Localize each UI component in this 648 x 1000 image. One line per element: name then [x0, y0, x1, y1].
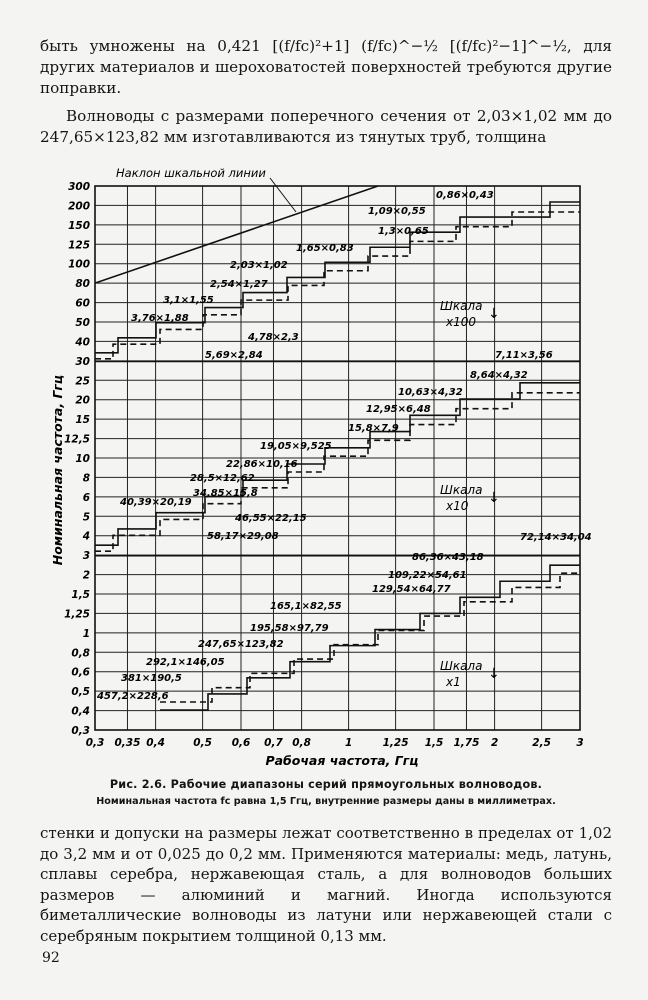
top-text-suffix: , для других материалов и шероховатостей поверхностей требуются другие поправки.	[40, 37, 612, 97]
waveguide-labels	[96, 190, 592, 702]
scale-name-label: Шкала	[440, 659, 483, 673]
y-tick-label: 200	[68, 200, 90, 213]
waveguide-size-label: 129,54×64,77	[372, 584, 451, 595]
y-tick-label: 15	[75, 414, 90, 427]
x-tick-label: 0,3	[85, 737, 105, 749]
waveguide-size-label: 2,03×1,02	[230, 260, 288, 271]
waveguide-size-label: 1,09×0,55	[368, 206, 426, 217]
waveguide-size-label: 1,65×0,83	[296, 243, 354, 254]
y-tick-label: 25	[75, 375, 90, 388]
x-tick-label: 2	[490, 737, 499, 749]
x-tick-label: 3	[576, 737, 584, 749]
y-tick-label: 2	[82, 569, 90, 582]
waveguide-size-label: 381×190,5	[121, 673, 182, 684]
chart-steps	[95, 202, 580, 710]
waveguide-size-label: 2,54×1,27	[210, 279, 268, 290]
x-tick-label: 1	[344, 737, 353, 749]
y-tick-label: 4	[82, 530, 90, 543]
waveguide-size-label: 292,1×146,05	[146, 657, 225, 668]
waveguide-size-label: 28,5×12,62	[190, 473, 255, 484]
waveguide-size-label: 247,65×123,82	[198, 639, 284, 650]
waveguide-size-label: 8,64×4,32	[470, 370, 528, 381]
y-tick-label: 0,4	[71, 705, 90, 718]
scale-name-label: Шкала	[440, 483, 483, 497]
waveguide-size-label: 72,14×34,04	[520, 532, 592, 543]
top-text-prefix: быть умножены на	[40, 37, 206, 55]
x-axis-label: Рабочая частота, Ггц	[265, 753, 419, 768]
waveguide-size-label: 3,76×1,88	[131, 313, 189, 324]
correction-formula: 0,421 [(f/fc)²+1] (f/fc)^−½ [(f/fc)²−1]^−½	[217, 37, 567, 55]
top-para2-text: Волноводы с размерами поперечного сечения от 2,03×1,02 мм до 247,65×123,82 мм изготавливаются из тянутых труб, толщина	[40, 107, 612, 146]
waveguide-size-label: 86,36×43,18	[412, 552, 484, 563]
waveguide-size-label: 195,58×97,79	[250, 623, 329, 634]
y-tick-label: 0,5	[71, 686, 90, 699]
waveguide-size-label: 1,3×0,65	[378, 226, 429, 237]
y-tick-label: 100	[68, 258, 90, 271]
waveguide-size-label: 46,55×22,15	[235, 513, 307, 524]
y-tick-label: 20	[75, 394, 90, 407]
scale-factor-label: x1	[446, 675, 461, 689]
waveguide-size-label: 10,63×4,32	[398, 387, 463, 398]
y-tick-label: 0,8	[71, 647, 90, 660]
y-tick-label: 8	[82, 472, 90, 485]
y-tick-label: 40	[75, 336, 90, 349]
waveguide-size-label: 3,1×1,55	[163, 295, 214, 306]
x-tick-labels	[86, 737, 584, 749]
y-tick-label: 3	[82, 550, 90, 563]
scale-arrow-icon: ↓	[488, 666, 500, 682]
scale-factor-label: x10	[446, 499, 469, 513]
waveguide-size-label: 0,86×0,43	[436, 190, 494, 201]
x-tick-label: 2,5	[532, 737, 551, 749]
x-tick-label: 0,35	[114, 737, 141, 749]
y-tick-label: 0,6	[71, 666, 90, 679]
chart-grid	[95, 178, 580, 730]
stair-x1-dashed	[160, 573, 580, 702]
waveguide-size-label: 109,22×54,61	[388, 570, 467, 581]
stair-x10-dashed	[95, 393, 580, 551]
page-number: 92	[42, 950, 60, 966]
x-tick-label: 0,6	[231, 737, 251, 749]
y-tick-label: 50	[75, 317, 90, 329]
figure-caption: Рис. 2.6. Рабочие диапазоны серий прямоугольных волноводов.	[109, 778, 543, 791]
scale-arrow-icon: ↓	[488, 306, 500, 322]
bottom-paragraph: стенки и допуски на размеры лежат соответственно в пределах от 1,02 до 3,2 мм и от 0,025 до 0,2 мм. Применяются материалы: медь, латунь, сплавы серебра, нержавеющая сталь, а для волноводов больших размеров — алюминий и магний. Иногда используются биметаллические волноводы из латуни или нержавеющей стали с серебряным покрытием толщиной 0,13 мм.	[40, 824, 612, 945]
top-paragraph-2	[40, 106, 612, 148]
y-tick-label: 12,5	[64, 433, 90, 446]
scale-arrow-icon: ↓	[488, 490, 500, 506]
stair-x10-solid	[95, 383, 580, 545]
scale-line-label: Наклон шкальной линии	[116, 166, 266, 180]
y-tick-label: 125	[68, 239, 90, 252]
scale-factor-label: x100	[446, 315, 477, 329]
y-tick-label: 80	[75, 278, 90, 291]
waveguide-size-label: 19,05×9,525	[260, 441, 332, 452]
y-tick-label: 10	[75, 453, 90, 465]
y-tick-label: 30	[75, 355, 90, 368]
waveguide-size-label: 12,95×6,48	[366, 404, 431, 415]
y-axis-label: Номинальная частота, Ггц	[50, 374, 65, 566]
y-tick-label: 6	[82, 491, 90, 504]
x-tick-label: 1,5	[424, 737, 444, 749]
top-paragraph	[40, 36, 612, 99]
waveguide-size-label: 165,1×82,55	[270, 601, 342, 612]
waveguide-size-label: 40,39×20,19	[120, 497, 192, 508]
y-tick-label: 300	[68, 181, 90, 193]
x-tick-label: 0,8	[292, 737, 311, 749]
figure-note: Номинальная частота fc равна 1,5 Ггц, внутренние размеры даны в миллиметрах.	[96, 796, 556, 807]
waveguide-size-label: 7,11×3,56	[495, 350, 553, 361]
waveguide-size-label: 4,78×2,3	[248, 332, 299, 343]
y-tick-labels	[64, 181, 90, 737]
waveguide-size-label: 34,85×15,8	[193, 488, 258, 499]
x-tick-label: 0,7	[264, 737, 283, 749]
y-tick-label: 150	[68, 219, 90, 232]
x-tick-label: 0,5	[193, 737, 212, 749]
y-tick-label: 60	[75, 297, 90, 310]
x-tick-label: 0,4	[146, 737, 165, 749]
y-tick-label: 0,3	[71, 725, 90, 737]
y-tick-label: 5	[82, 511, 90, 524]
waveguide-size-label: 15,8×7,9	[348, 423, 399, 434]
scale-labels	[440, 299, 500, 689]
waveguide-size-label: 457,2×228,6	[97, 691, 169, 702]
waveguide-size-label: 58,17×29,08	[207, 531, 279, 542]
waveguide-chart	[0, 160, 648, 772]
stair-x100-dashed	[95, 212, 580, 359]
y-tick-label: 1,25	[64, 608, 90, 621]
x-tick-label: 1,25	[382, 737, 409, 749]
y-tick-label: 1,5	[71, 589, 90, 601]
waveguide-size-label: 22,86×10,16	[226, 459, 298, 470]
scale-name-label: Шкала	[440, 299, 483, 313]
waveguide-size-label: 5,69×2,84	[205, 350, 263, 361]
x-tick-label: 1,75	[453, 737, 480, 749]
y-tick-label: 1	[82, 627, 90, 640]
